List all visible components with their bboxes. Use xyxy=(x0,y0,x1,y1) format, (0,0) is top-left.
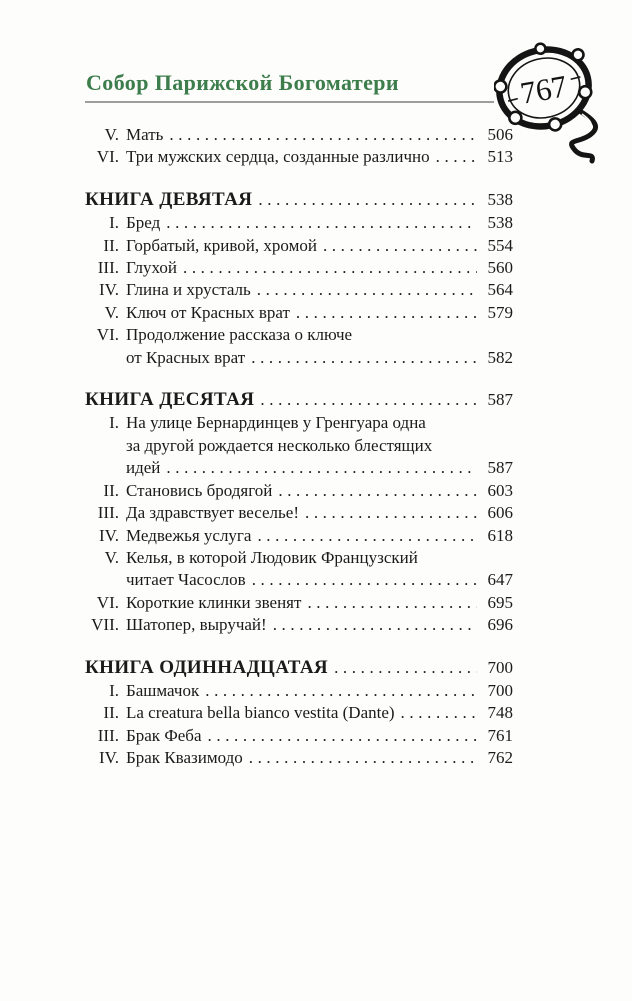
dot-leader xyxy=(307,592,477,614)
toc-entry xyxy=(85,525,513,547)
chapter-title-block xyxy=(126,302,513,324)
chapter-title-block xyxy=(126,124,513,146)
chapter-number: I. xyxy=(109,413,119,433)
toc-entry xyxy=(85,124,513,146)
dot-leader xyxy=(278,480,477,502)
book-heading-label: КНИГА ДЕСЯТАЯ xyxy=(85,389,255,411)
toc-entry xyxy=(85,480,513,502)
page-number: 696 xyxy=(487,615,513,635)
chapter-number: III. xyxy=(97,725,119,745)
chapter-title-lastline xyxy=(126,725,513,747)
chapter-number: V. xyxy=(104,547,119,567)
chapter-number: IV. xyxy=(99,748,119,768)
page-number: 700 xyxy=(487,680,513,700)
page-number: 582 xyxy=(487,347,513,367)
jingle-icon xyxy=(571,48,584,61)
chapter-title-block xyxy=(126,725,513,747)
toc-entry xyxy=(85,747,513,769)
chapter-title: Шатопер, выручай! xyxy=(126,615,267,635)
book-heading-label: КНИГА ОДИННАДЦАТАЯ xyxy=(85,656,329,678)
chapter-title-lastline xyxy=(126,592,513,614)
chapter-number: VI. xyxy=(96,592,119,612)
chapter-title: La creatura bella bianco vestita (Dante) xyxy=(126,703,395,723)
page-number: 587 xyxy=(487,458,513,478)
dot-leader xyxy=(205,680,477,702)
chapter-title: Горбатый, кривой, хромой xyxy=(126,235,317,255)
chapter-title-block xyxy=(126,324,513,369)
chapter-number: III. xyxy=(97,503,119,523)
dot-leader xyxy=(258,189,477,211)
toc-entry xyxy=(85,302,513,324)
chapter-number: III. xyxy=(97,258,119,278)
page-number: 506 xyxy=(487,125,513,144)
page-number: 560 xyxy=(487,258,513,278)
chapter-title-block xyxy=(126,614,513,636)
page-number: 761 xyxy=(487,725,513,745)
page-number: 618 xyxy=(487,525,513,545)
page-number: 695 xyxy=(487,592,513,612)
chapter-title: Брак Феба xyxy=(126,725,202,745)
chapter-title: от Красных врат xyxy=(126,347,246,367)
toc-entry xyxy=(85,279,513,301)
dot-leader xyxy=(436,146,477,168)
chapter-number: VII. xyxy=(91,615,119,635)
chapter-title: Медвежья услуга xyxy=(126,525,252,545)
page-number: 700 xyxy=(487,657,513,677)
dot-leader xyxy=(166,212,477,234)
jingle-icon xyxy=(508,111,523,126)
chapter-title: Становись бродягой xyxy=(126,480,273,500)
chapter-title: читает Часослов xyxy=(126,570,246,590)
toc-entry xyxy=(85,502,513,524)
dot-leader xyxy=(334,657,477,679)
table-of-contents xyxy=(85,124,513,770)
chapter-title: Короткие клинки звенят xyxy=(126,592,302,612)
chapter-title-block xyxy=(126,592,513,614)
toc-section xyxy=(85,189,513,369)
chapter-number: IV. xyxy=(99,280,119,300)
dot-leader xyxy=(305,502,477,524)
chapter-title: Башмачок xyxy=(126,680,200,700)
chapter-title-block xyxy=(126,680,513,702)
jingle-icon xyxy=(578,85,593,100)
page-number: 647 xyxy=(487,570,513,590)
chapter-title-lastline xyxy=(126,212,513,234)
chapter-number: VI. xyxy=(96,325,119,345)
chapter-number: V. xyxy=(104,125,119,144)
chapter-title-lastline xyxy=(126,235,513,257)
dot-leader xyxy=(183,257,477,279)
page-number: 564 xyxy=(487,280,513,300)
page-number: 513 xyxy=(487,147,513,167)
chapter-title-block xyxy=(126,502,513,524)
chapter-number: I. xyxy=(109,213,119,233)
toc-entry xyxy=(85,257,513,279)
page-number: 587 xyxy=(487,390,513,410)
chapter-number: II. xyxy=(103,703,119,723)
page-number: 603 xyxy=(487,480,513,500)
chapter-title-lastline xyxy=(126,702,513,724)
dot-leader xyxy=(252,569,477,591)
page-number: 538 xyxy=(487,213,513,233)
page-number: 554 xyxy=(487,235,513,255)
chapter-title: Три мужских сердца, созданные различно xyxy=(126,147,430,167)
chapter-title-block xyxy=(126,257,513,279)
book-heading xyxy=(85,189,513,211)
toc-section xyxy=(85,389,513,636)
header-divider xyxy=(85,101,494,103)
chapter-title: Бред xyxy=(126,213,161,233)
chapter-title: Да здравствует веселье! xyxy=(126,503,299,523)
chapter-title-block xyxy=(126,212,513,234)
page-number: 762 xyxy=(487,748,513,768)
toc-entry xyxy=(85,235,513,257)
chapter-title-block xyxy=(126,235,513,257)
chapter-title-lastline xyxy=(126,525,513,547)
chapter-title-lastline xyxy=(126,279,513,301)
chapter-title-lastline xyxy=(126,680,513,702)
book-heading xyxy=(85,657,513,679)
dot-leader xyxy=(296,302,477,324)
toc-section xyxy=(85,657,513,770)
book-heading xyxy=(85,389,513,411)
dot-leader xyxy=(257,525,477,547)
chapter-title-lastline xyxy=(126,302,513,324)
toc-entry xyxy=(85,725,513,747)
dot-leader xyxy=(260,389,477,411)
chapter-title-lastline xyxy=(126,146,513,168)
toc-entry xyxy=(85,592,513,614)
page-number: 538 xyxy=(487,189,513,209)
dot-leader xyxy=(169,124,477,146)
dot-leader xyxy=(249,747,477,769)
toc-entry xyxy=(85,412,513,479)
chapter-title-line: На улице Бернардинцев у Гренгуара одна xyxy=(126,413,426,433)
chapter-title-lastline xyxy=(126,124,513,146)
chapter-number: V. xyxy=(104,302,119,322)
page-number: 579 xyxy=(487,302,513,322)
toc-entry xyxy=(85,146,513,168)
chapter-title: Мать xyxy=(126,125,164,144)
toc-entry xyxy=(85,702,513,724)
chapter-title-line: Продолжение рассказа о ключе xyxy=(126,325,353,345)
chapter-number: IV. xyxy=(99,525,119,545)
chapter-title-block xyxy=(126,747,513,769)
chapter-number: I. xyxy=(109,680,119,700)
chapter-title-lastline xyxy=(126,480,513,502)
chapter-title: Глухой xyxy=(126,258,177,278)
jingle-icon xyxy=(534,43,546,55)
chapter-title-lastline xyxy=(126,257,513,279)
chapter-title-block xyxy=(126,480,513,502)
toc-entry xyxy=(85,614,513,636)
dot-leader xyxy=(251,347,477,369)
chapter-title-block xyxy=(126,412,513,479)
dot-leader xyxy=(273,614,477,636)
chapter-title: Глина и хрусталь xyxy=(126,280,251,300)
chapter-number: II. xyxy=(103,235,119,255)
chapter-title-block xyxy=(126,547,513,592)
dot-leader xyxy=(323,235,477,257)
dot-leader xyxy=(208,725,478,747)
chapter-title-lastline xyxy=(126,569,513,591)
page-header-title: Собор Парижской Богоматери xyxy=(86,70,399,95)
chapter-title-line: Келья, в которой Людовик Французский xyxy=(126,547,418,567)
chapter-title-lastline xyxy=(126,502,513,524)
dot-leader xyxy=(166,457,477,479)
page-number: 606 xyxy=(487,503,513,523)
toc-section xyxy=(85,124,513,169)
ornament-page-number: 767 xyxy=(517,68,570,111)
chapter-title-block xyxy=(126,146,513,168)
book-heading-label: КНИГА ДЕВЯТАЯ xyxy=(85,188,253,210)
chapter-title-lastline xyxy=(126,347,513,369)
dot-leader xyxy=(257,279,477,301)
chapter-title-block xyxy=(126,702,513,724)
dot-leader xyxy=(401,702,477,724)
toc-entry xyxy=(85,324,513,369)
chapter-title: Ключ от Красных врат xyxy=(126,302,290,322)
chapter-title-lastline xyxy=(126,457,513,479)
toc-entry xyxy=(85,212,513,234)
jingle-icon xyxy=(494,79,508,94)
chapter-title-lastline xyxy=(126,614,513,636)
toc-entry xyxy=(85,547,513,592)
chapter-title: Брак Квазимодо xyxy=(126,748,243,768)
chapter-number: II. xyxy=(103,480,119,500)
page-number: 748 xyxy=(487,703,513,723)
chapter-title: идей xyxy=(126,458,161,478)
chapter-title-block xyxy=(126,279,513,301)
chapter-title-block xyxy=(126,525,513,547)
chapter-title-lastline xyxy=(126,747,513,769)
chapter-number: VI. xyxy=(96,147,119,167)
jingle-icon xyxy=(548,117,563,132)
chapter-title-line: за другой рождается несколько блестящих xyxy=(126,435,433,455)
toc-entry xyxy=(85,680,513,702)
